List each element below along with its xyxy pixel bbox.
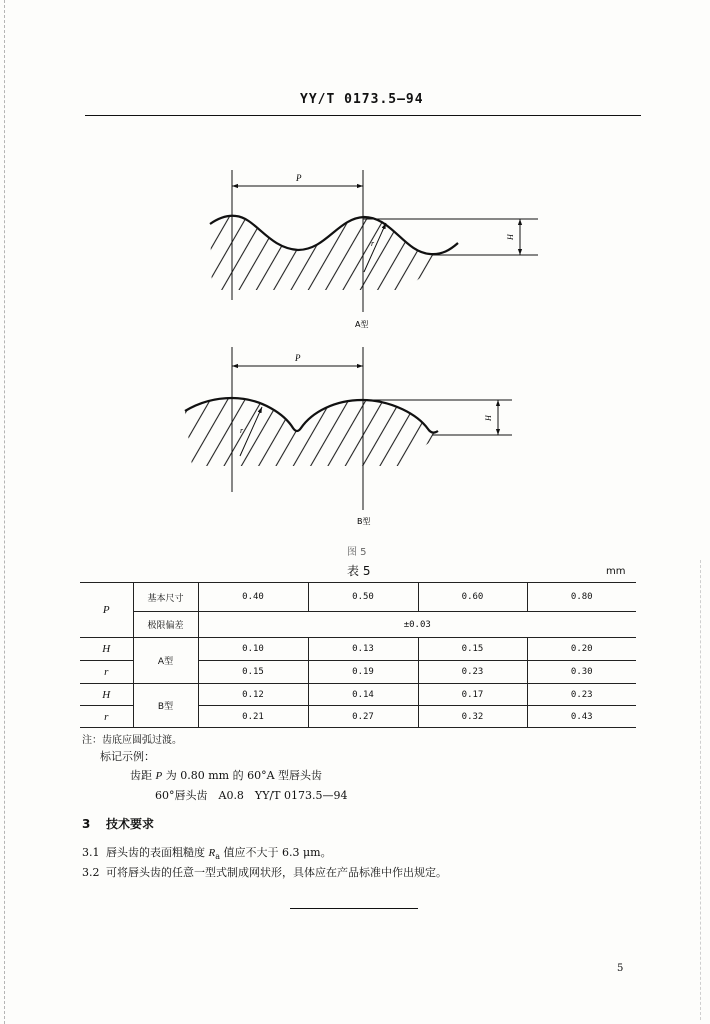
- page-number: 5: [617, 963, 624, 974]
- marking-example-line1: [130, 767, 322, 783]
- pitch-label-a: P: [296, 173, 302, 183]
- r-value-cell-b: 0.27: [308, 706, 418, 728]
- h-value-cell-b: 0.23: [527, 684, 636, 706]
- radius-label-a: r: [371, 239, 375, 248]
- roughness-subscript: a: [215, 852, 221, 862]
- h-value-cell-a: 0.20: [527, 638, 636, 661]
- p-symbol-cell: P: [80, 583, 133, 638]
- h-value-cell-b: 0.14: [308, 684, 418, 706]
- scan-edge-right: [700, 560, 701, 1020]
- clause-text: 可将唇头齿的任意一型式制成网状形，具体应在产品标准中作出规定。: [106, 866, 447, 879]
- basic-size-label-cell: 基本尺寸: [133, 583, 198, 612]
- table-row: [80, 612, 636, 638]
- height-label-a: H: [506, 234, 515, 240]
- figure-a-caption: A型: [355, 320, 369, 329]
- r-value-cell-a: 0.30: [527, 661, 636, 684]
- h-value-cell-b: 0.17: [418, 684, 527, 706]
- h-value-cell-a: 0.13: [308, 638, 418, 661]
- table-row: [80, 638, 636, 661]
- r-symbol-cell-b: r: [80, 706, 133, 728]
- roughness-symbol: R: [208, 847, 216, 859]
- table-row: [80, 583, 636, 612]
- table-note: 注：齿底应圆弧过渡。: [82, 735, 182, 746]
- r-value-cell-a: 0.23: [418, 661, 527, 684]
- h-symbol-cell-b: H: [80, 684, 133, 706]
- p-value-cell: 0.80: [527, 583, 636, 612]
- marking-example-line2: 60°唇头齿 A0.8 YY/T 0173.5—94: [155, 789, 348, 802]
- figure-b-caption: B型: [357, 517, 371, 526]
- h-symbol-cell-a: H: [80, 638, 133, 661]
- table-unit: mm: [606, 566, 626, 577]
- marking-line1-after: 为 0.80 mm 的 60°A 型唇头齿: [162, 769, 323, 782]
- dimension-table: [80, 582, 636, 728]
- r-value-cell-a: 0.15: [198, 661, 308, 684]
- p-value-cell: 0.40: [198, 583, 308, 612]
- table-row: [80, 684, 636, 706]
- p-value-cell: 0.50: [308, 583, 418, 612]
- table-title: 表 5: [347, 564, 371, 578]
- figure-number: 图 5: [347, 547, 367, 558]
- section-heading: [82, 815, 154, 832]
- clause-number: 3.2: [82, 866, 100, 879]
- r-value-cell-b: 0.21: [198, 706, 308, 728]
- marking-line1-before: 齿距: [130, 769, 156, 782]
- clause-3-2: [82, 864, 447, 880]
- tolerance-value-cell: ±0.03: [198, 612, 636, 638]
- h-value-cell-a: 0.15: [418, 638, 527, 661]
- section-title: 技术要求: [106, 817, 155, 831]
- r-value-cell-a: 0.19: [308, 661, 418, 684]
- end-rule: [290, 908, 418, 909]
- radius-label-b: r: [240, 426, 244, 435]
- marking-example-title: 标记示例：: [100, 750, 155, 763]
- h-value-cell-a: 0.10: [198, 638, 308, 661]
- r-value-cell-b: 0.32: [418, 706, 527, 728]
- p-value-cell: 0.60: [418, 583, 527, 612]
- standard-code-header: YY/T 0173.5—94: [300, 92, 424, 107]
- type-a-label-cell: A型: [133, 638, 198, 684]
- figure-b-tooth-profile: [0, 340, 710, 530]
- clause-number: 3.1: [82, 846, 100, 859]
- clause-text-after: 值应不大于 6.3 μm。: [220, 846, 332, 859]
- tolerance-label-cell: 极限偏差: [133, 612, 198, 638]
- marking-line1-symbol: P: [155, 770, 163, 782]
- header-rule: [85, 115, 641, 116]
- type-b-label-cell: B型: [133, 684, 198, 728]
- h-value-cell-b: 0.12: [198, 684, 308, 706]
- clause-text-before: 唇头齿的表面粗糙度: [106, 846, 209, 859]
- clause-3-1: [82, 844, 332, 861]
- figure-a-tooth-profile: [0, 160, 710, 340]
- section-number: 3: [82, 817, 91, 831]
- height-label-b: H: [484, 415, 493, 421]
- r-symbol-cell-a: r: [80, 661, 133, 684]
- pitch-label-b: P: [295, 353, 301, 363]
- r-value-cell-b: 0.43: [527, 706, 636, 728]
